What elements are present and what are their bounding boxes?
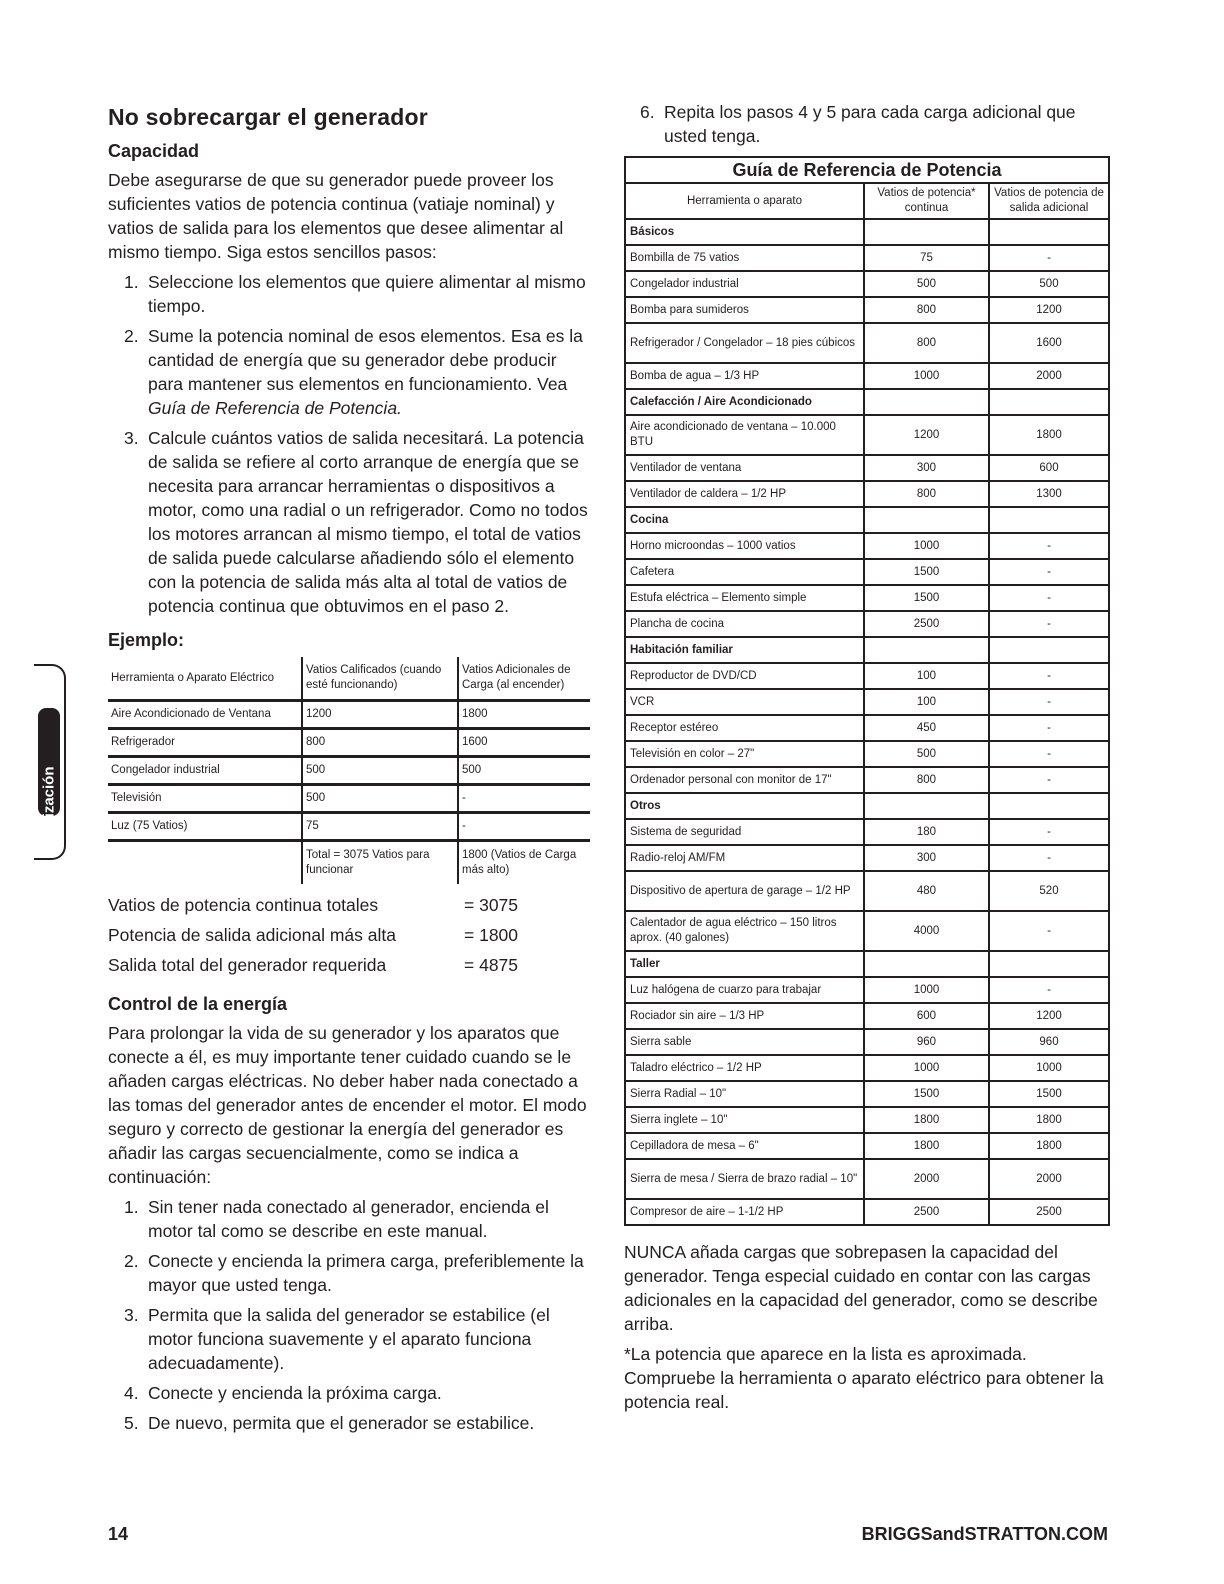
website-url: BRIGGSandSTRATTON.COM xyxy=(861,1524,1108,1544)
guide-running-cell: 100 xyxy=(864,689,989,715)
energy-step-6: 6. Repita los pasos 4 y 5 para cada carga adicional que usted tenga. xyxy=(640,102,1076,146)
guide-item-cell: Sierra inglete – 10" xyxy=(626,1107,864,1133)
guide-item-cell: Rociador sin aire – 1/3 HP xyxy=(626,1003,864,1029)
guide-item-cell: Congelador industrial xyxy=(626,271,864,297)
guide-category-row xyxy=(626,793,1108,819)
overload-warning: NUNCA añada cargas que sobrepasen la capacidad del generador. Tenga especial cuidado en contar con las cargas adicionales en la capacidad del generador, como se describe arriba. xyxy=(624,1242,1098,1334)
guide-category-row xyxy=(626,951,1108,977)
guide-row xyxy=(626,1199,1108,1224)
guide-item-cell: Estufa eléctrica – Elemento simple xyxy=(626,585,864,611)
guide-item-cell: Cafetera xyxy=(626,559,864,585)
example-table xyxy=(108,657,590,884)
guide-item-cell: Ordenador personal con monitor de 17" xyxy=(626,767,864,793)
example-cell: - xyxy=(458,813,590,841)
example-row xyxy=(108,813,590,841)
guide-running-cell: 600 xyxy=(864,1003,989,1029)
example-row xyxy=(108,757,590,785)
guide-starting-cell: - xyxy=(989,819,1108,845)
guide-reference: Guía de Referencia de Potencia. xyxy=(148,398,402,418)
guide-item-cell: Sierra Radial – 10" xyxy=(626,1081,864,1107)
guide-running-cell: 500 xyxy=(864,271,989,297)
guide-starting-cell xyxy=(989,507,1108,533)
guide-running-cell: 2500 xyxy=(864,1199,989,1224)
capacity-step-2: 2. Sume la potencia nominal de esos elementos. Esa es la cantidad de energía que su generador debe producir para mantener sus elementos en funcionamiento. Vea Guía de Referencia de Potencia. xyxy=(124,326,583,418)
wattage-footnote: *La potencia que aparece en la lista es aproximada. Compruebe la herramienta o aparato eléctrico para obtener la potencia real. xyxy=(624,1344,1104,1412)
guide-row xyxy=(626,1055,1108,1081)
guide-starting-cell: 1600 xyxy=(989,323,1108,363)
guide-running-cell: 800 xyxy=(864,481,989,507)
guide-item-cell: Refrigerador / Congelador – 18 pies cúbicos xyxy=(626,323,864,363)
guide-starting-cell xyxy=(989,219,1108,245)
energy-step-4: 4. Conecte y encienda la próxima carga. xyxy=(124,1383,442,1403)
guide-starting-cell: 2000 xyxy=(989,1159,1108,1199)
guide-row xyxy=(626,611,1108,637)
guide-item-cell: Bomba para sumideros xyxy=(626,297,864,323)
guide-starting-cell: - xyxy=(989,689,1108,715)
guide-starting-cell xyxy=(989,951,1108,977)
guide-starting-cell: - xyxy=(989,663,1108,689)
guide-row xyxy=(626,663,1108,689)
section-tab-marker xyxy=(38,708,60,842)
example-header-cell: Herramienta o Aparato Eléctrico xyxy=(111,671,274,684)
example-cell: 500 xyxy=(458,757,590,785)
example-heading: Ejemplo: xyxy=(108,630,185,650)
page-number: 14 xyxy=(108,1524,129,1544)
guide-row xyxy=(626,1029,1108,1055)
guide-starting-cell: 2500 xyxy=(989,1199,1108,1224)
guide-row xyxy=(626,245,1108,271)
guide-starting-cell: - xyxy=(989,715,1108,741)
totals-line: Potencia de salida adicional más alta = 1800 xyxy=(108,925,519,945)
guide-starting-cell: - xyxy=(989,977,1108,1003)
guide-item-cell: Otros xyxy=(626,793,864,819)
example-cell: 1800 xyxy=(458,701,590,729)
example-cell: 500 xyxy=(302,785,458,813)
guide-row xyxy=(626,871,1108,911)
guide-category-row xyxy=(626,637,1108,663)
example-cell: Aire Acondicionado de Ventana xyxy=(108,701,302,729)
guide-item-cell: Luz halógena de cuarzo para trabajar xyxy=(626,977,864,1003)
example-cell: 500 xyxy=(302,757,458,785)
guide-item-cell: Cocina xyxy=(626,507,864,533)
guide-row xyxy=(626,415,1108,455)
example-cell: 75 xyxy=(302,813,458,841)
guide-running-cell: 1500 xyxy=(864,559,989,585)
guide-item-cell: Compresor de aire – 1-1/2 HP xyxy=(626,1199,864,1224)
guide-item-cell: Radio-reloj AM/FM xyxy=(626,845,864,871)
guide-item-cell: Ventilador de caldera – 1/2 HP xyxy=(626,481,864,507)
guide-running-cell: 1000 xyxy=(864,533,989,559)
example-header-cell: Vatios Adicionales de Carga (al encender) xyxy=(458,657,590,701)
guide-starting-cell: - xyxy=(989,245,1108,271)
guide-row xyxy=(626,585,1108,611)
guide-row xyxy=(626,1003,1108,1029)
guide-starting-cell: - xyxy=(989,585,1108,611)
guide-starting-cell: - xyxy=(989,845,1108,871)
guide-starting-cell: 1800 xyxy=(989,415,1108,455)
guide-starting-cell: 1200 xyxy=(989,1003,1108,1029)
example-cell xyxy=(108,841,302,885)
guide-row xyxy=(626,1081,1108,1107)
example-header-cell: Vatios Calificados (cuando esté funcionando) xyxy=(302,657,458,701)
section-tab-label: Utilización xyxy=(40,766,58,842)
guide-running-cell: 480 xyxy=(864,871,989,911)
guide-running-cell: 800 xyxy=(864,767,989,793)
guide-item-cell: Sierra sable xyxy=(626,1029,864,1055)
capacity-step-3: 3. Calcule cuántos vatios de salida necesitará. La potencia de salida se refiere al corto arranque de energía que se necesita para arrancar herramientas o dispositivos a motor, como una radial o un refrigerador. Como no todos los motores arrancan al mismo tiempo, el total de vatios de salida puede calcularse añadiendo sólo el elemento con la potencia de salida más alta al total de vatios de potencia continua que obtuvimos en el paso 2. xyxy=(124,428,588,616)
guide-item-cell: Calentador de agua eléctrico – 150 litros aprox. (40 galones) xyxy=(626,911,864,951)
guide-item-cell: Ventilador de ventana xyxy=(626,455,864,481)
power-reference-guide xyxy=(624,156,1110,1226)
guide-running-cell: 180 xyxy=(864,819,989,845)
guide-running-cell: 75 xyxy=(864,245,989,271)
guide-item-cell: Dispositivo de apertura de garage – 1/2 HP xyxy=(626,871,864,911)
guide-table xyxy=(626,184,1108,1224)
capacity-intro: Debe asegurarse de que su generador puede proveer los suficientes vatios de potencia continua (vatiaje nominal) y vatios de salida para los elementos que desee alimentar al mismo tiempo. Siga estos sencillos pasos: xyxy=(108,170,564,262)
example-total-starting: 1800 (Vatios de Carga más alto) xyxy=(458,841,590,885)
guide-running-cell: 1200 xyxy=(864,415,989,455)
guide-item-cell: Taller xyxy=(626,951,864,977)
example-cell: 1200 xyxy=(302,701,458,729)
guide-row xyxy=(626,323,1108,363)
guide-running-cell: 1500 xyxy=(864,1081,989,1107)
guide-row xyxy=(626,741,1108,767)
guide-starting-cell: 1000 xyxy=(989,1055,1108,1081)
guide-category-row xyxy=(626,507,1108,533)
example-row xyxy=(108,701,590,729)
guide-starting-cell: 500 xyxy=(989,271,1108,297)
guide-row xyxy=(626,819,1108,845)
guide-running-cell: 500 xyxy=(864,741,989,767)
totals-line: Vatios de potencia continua totales = 3075 xyxy=(108,895,519,915)
guide-running-cell: 2000 xyxy=(864,1159,989,1199)
guide-starting-cell: - xyxy=(989,741,1108,767)
guide-running-cell: 1500 xyxy=(864,585,989,611)
guide-starting-cell: - xyxy=(989,911,1108,951)
guide-starting-cell: 960 xyxy=(989,1029,1108,1055)
guide-header-cell: Vatios de potencia* continua xyxy=(864,184,989,219)
guide-starting-cell: 1800 xyxy=(989,1133,1108,1159)
example-cell: - xyxy=(458,785,590,813)
capacity-step-1: 1. Seleccione los elementos que quiere alimentar al mismo tiempo. xyxy=(124,272,586,316)
guide-starting-cell: - xyxy=(989,559,1108,585)
example-cell: Refrigerador xyxy=(108,729,302,757)
guide-running-cell: 4000 xyxy=(864,911,989,951)
guide-running-cell: 1800 xyxy=(864,1133,989,1159)
guide-running-cell xyxy=(864,951,989,977)
example-cell: Congelador industrial xyxy=(108,757,302,785)
guide-running-cell: 800 xyxy=(864,323,989,363)
example-row xyxy=(108,785,590,813)
guide-starting-cell xyxy=(989,637,1108,663)
guide-starting-cell: - xyxy=(989,767,1108,793)
guide-running-cell: 800 xyxy=(864,297,989,323)
guide-row xyxy=(626,559,1108,585)
guide-item-cell: Sierra de mesa / Sierra de brazo radial – 10" xyxy=(626,1159,864,1199)
energy-step-2: 2. Conecte y encienda la primera carga, preferiblemente la mayor que usted tenga. xyxy=(124,1251,584,1295)
energy-step-5: 5. De nuevo, permita que el generador se estabilice. xyxy=(124,1413,535,1433)
example-cell: 800 xyxy=(302,729,458,757)
guide-starting-cell: 2000 xyxy=(989,363,1108,389)
guide-row xyxy=(626,977,1108,1003)
guide-row xyxy=(626,911,1108,951)
example-row xyxy=(108,729,590,757)
guide-item-cell: Plancha de cocina xyxy=(626,611,864,637)
guide-item-cell: Bomba de agua – 1/3 HP xyxy=(626,363,864,389)
capacity-heading: Capacidad xyxy=(108,141,200,161)
guide-item-cell: Cepilladora de mesa – 6" xyxy=(626,1133,864,1159)
guide-header-cell: Vatios de potencia de salida adicional xyxy=(989,184,1108,219)
energy-step-3: 3. Permita que la salida del generador se estabilice (el motor funciona suavemente y el aparato funciona adecuadamente). xyxy=(124,1305,550,1373)
guide-running-cell: 100 xyxy=(864,663,989,689)
energy-step-1: 1. Sin tener nada conectado al generador, encienda el motor tal como se describe en este manual. xyxy=(124,1197,549,1241)
guide-starting-cell: - xyxy=(989,611,1108,637)
guide-item-cell: Calefacción / Aire Acondicionado xyxy=(626,389,864,415)
guide-item-cell: Básicos xyxy=(626,219,864,245)
guide-running-cell xyxy=(864,219,989,245)
guide-running-cell xyxy=(864,637,989,663)
page-title: No sobrecargar el generador xyxy=(108,104,428,130)
guide-category-row xyxy=(626,389,1108,415)
guide-row xyxy=(626,533,1108,559)
guide-running-cell: 300 xyxy=(864,455,989,481)
example-cell: 1600 xyxy=(458,729,590,757)
guide-item-cell: Aire acondicionado de ventana – 10.000 BTU xyxy=(626,415,864,455)
totals-line: Salida total del generador requerida = 4875 xyxy=(108,955,519,975)
guide-starting-cell: - xyxy=(989,533,1108,559)
guide-row xyxy=(626,363,1108,389)
totals-summary xyxy=(108,890,592,980)
guide-running-cell: 1000 xyxy=(864,977,989,1003)
guide-title: Guía de Referencia de Potencia xyxy=(626,158,1108,184)
guide-row xyxy=(626,271,1108,297)
energy-steps xyxy=(108,1195,592,1435)
example-total-row xyxy=(108,841,590,885)
guide-starting-cell: 1800 xyxy=(989,1107,1108,1133)
guide-header-cell: Herramienta o aparato xyxy=(626,184,864,219)
guide-category-row xyxy=(626,219,1108,245)
guide-row xyxy=(626,1133,1108,1159)
guide-running-cell xyxy=(864,507,989,533)
guide-row xyxy=(626,1159,1108,1199)
right-column xyxy=(624,100,1108,1420)
guide-row xyxy=(626,767,1108,793)
guide-row xyxy=(626,715,1108,741)
guide-item-cell: Horno microondas – 1000 vatios xyxy=(626,533,864,559)
left-column xyxy=(108,100,592,1443)
example-cell: Luz (75 Vatios) xyxy=(108,813,302,841)
guide-starting-cell: 1500 xyxy=(989,1081,1108,1107)
guide-running-cell xyxy=(864,793,989,819)
guide-running-cell: 1800 xyxy=(864,1107,989,1133)
guide-row xyxy=(626,689,1108,715)
guide-item-cell: Receptor estéreo xyxy=(626,715,864,741)
guide-running-cell: 960 xyxy=(864,1029,989,1055)
guide-item-cell: Taladro eléctrico – 1/2 HP xyxy=(626,1055,864,1081)
guide-starting-cell: 600 xyxy=(989,455,1108,481)
guide-row xyxy=(626,297,1108,323)
guide-row xyxy=(626,1107,1108,1133)
guide-starting-cell xyxy=(989,389,1108,415)
section-tab xyxy=(34,664,66,860)
guide-item-cell: Televisión en color – 27" xyxy=(626,741,864,767)
guide-running-cell: 1000 xyxy=(864,363,989,389)
guide-item-cell: Habitación familiar xyxy=(626,637,864,663)
guide-row xyxy=(626,845,1108,871)
guide-running-cell: 1000 xyxy=(864,1055,989,1081)
example-total-running: Total = 3075 Vatios para funcionar xyxy=(302,841,458,885)
guide-row xyxy=(626,481,1108,507)
guide-header-row xyxy=(626,184,1108,219)
guide-starting-cell: 1300 xyxy=(989,481,1108,507)
example-cell: Televisión xyxy=(108,785,302,813)
guide-item-cell: Sistema de seguridad xyxy=(626,819,864,845)
guide-running-cell: 2500 xyxy=(864,611,989,637)
guide-running-cell: 450 xyxy=(864,715,989,741)
capacity-steps xyxy=(108,270,592,618)
guide-running-cell: 300 xyxy=(864,845,989,871)
guide-item-cell: Bombilla de 75 vatios xyxy=(626,245,864,271)
energy-heading: Control de la energía xyxy=(108,994,288,1014)
guide-starting-cell xyxy=(989,793,1108,819)
example-header-row xyxy=(108,657,590,701)
guide-starting-cell: 1200 xyxy=(989,297,1108,323)
guide-starting-cell: 520 xyxy=(989,871,1108,911)
energy-intro: Para prolongar la vida de su generador y los aparatos que conecte a él, es muy importante tener cuidado cuando se le añaden cargas eléctricas. No deber haber nada conectado a las tomas del generador antes de encender el motor. El modo seguro y correcto de gestionar la energía del generador es añadir las cargas secuencialmente, como se indica a continuación: xyxy=(108,1023,587,1187)
guide-item-cell: VCR xyxy=(626,689,864,715)
guide-running-cell xyxy=(864,389,989,415)
guide-row xyxy=(626,455,1108,481)
guide-item-cell: Reproductor de DVD/CD xyxy=(626,663,864,689)
energy-steps-continued xyxy=(624,100,1108,148)
